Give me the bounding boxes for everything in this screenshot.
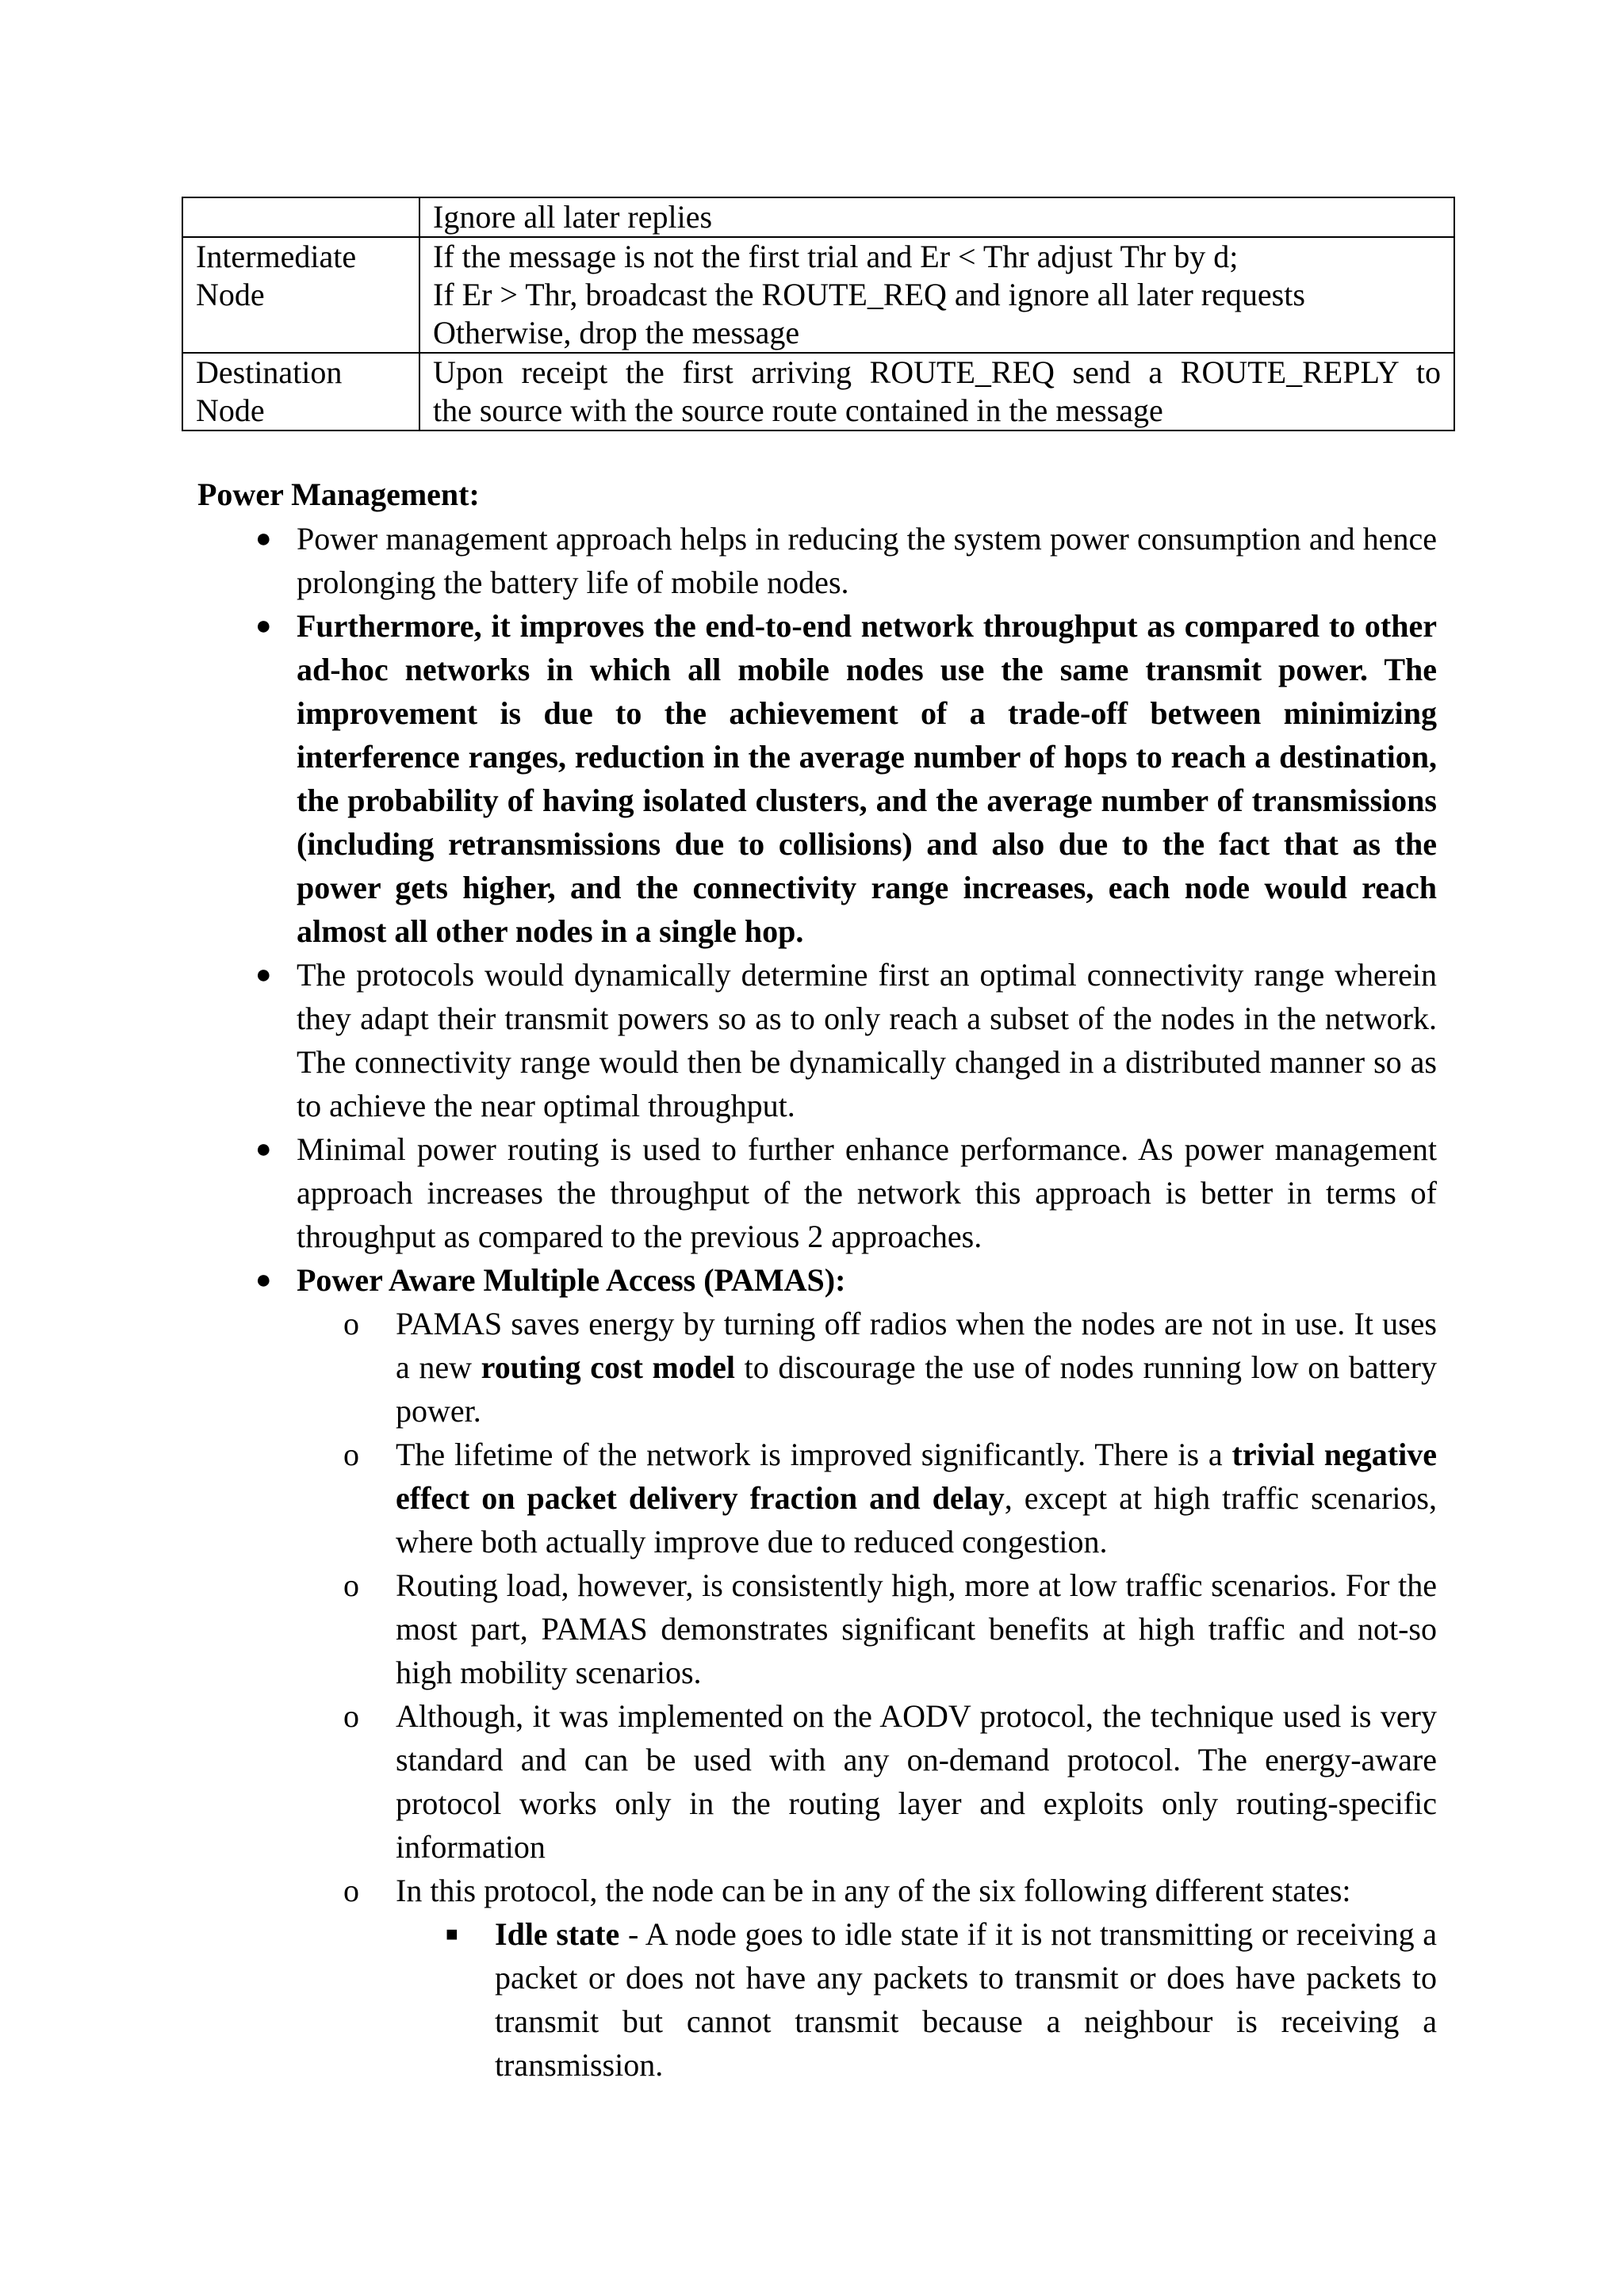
pamas-sublist [297,1302,1437,2087]
bullet-icon: ● [255,611,272,641]
list-item [255,1127,1437,1258]
list-item [255,953,1437,1127]
table-line: Ignore all later replies [433,199,713,235]
sub-list-item [343,1563,1437,1694]
table-line: Upon receipt the first arriving ROUTE_REQ send a ROUTE_REPLY to [433,354,1441,390]
section-heading: Power Management: [197,476,480,512]
bullet-icon: ● [255,1265,272,1295]
node-label: Intermediate [196,239,357,274]
state-item [446,1912,1437,2087]
sub-item-text: to discourage the use of nodes running low on battery power. [396,1349,1437,1429]
circle-marker-icon: o [343,1698,359,1734]
table-cell-node [182,197,419,237]
circle-marker-icon: o [343,1567,359,1603]
table-cell-action [419,353,1454,430]
sub-item-text: The lifetime of the network is improved significantly. There is a [396,1437,1232,1472]
list-item [255,1258,1437,2087]
table-cell-action [419,237,1454,353]
table-cell-node [182,353,419,430]
sub-list-item [343,1433,1437,1563]
table-row [182,237,1454,353]
list-item-text: Furthermore, it improves the end-to-end network throughput as compared to other ad-hoc networks in which all mobile nodes use the same transmit power. The improvement is due to the achievement of a trade-off between minimizing interference ranges, reduction in the average number of hops to reach a destination, the probability of having isolated clusters, and the average number of transmissions (including retransmissions due to collisions) and also due to the fact that as the power gets higher, and the connectivity range increases, each node would reach almost all other nodes in a single hop. [297,608,1437,949]
table-cell-node [182,237,419,353]
sub-list-item [343,1694,1437,1869]
bullet-icon: ● [255,524,272,553]
table-row [182,197,1454,237]
square-marker-icon: ■ [446,1923,458,1946]
sub-list-item [343,1302,1437,1433]
sub-item-text: In this protocol, the node can be in any of the six following different states: [396,1873,1351,1908]
node-behaviour-table [182,197,1455,431]
sub-item-text: Routing load, however, is consistently high, more at low traffic scenarios. For the most part, PAMAS demonstrates significant benefits at high traffic and not-so high mobility scenarios. [396,1567,1437,1690]
sub-item-text: , except at high traffic scenarios, where both actually improve due to reduced congestion. [396,1480,1437,1559]
pamas-heading: Power Aware Multiple Access (PAMAS): [297,1262,846,1298]
sub-list-item [343,1869,1437,2087]
sub-item-text: Although, it was implemented on the AODV protocol, the technique used is very standard and can be used with any on-demand protocol. The energy-aware protocol works only in the routing layer and exploits only routing-specific information [396,1698,1437,1865]
node-label: Node [196,277,265,312]
states-list [396,1912,1437,2087]
node-label: Destination [196,354,343,390]
state-name: Idle state [495,1916,620,1952]
power-management-list [0,517,1624,2087]
bullet-icon: ● [255,960,272,989]
table-cell-action [419,197,1454,237]
sub-item-text: PAMAS saves energy by turning off radios when the nodes are not in use. It uses a new [396,1306,1437,1385]
table-line: If the message is not the first trial and Er < Thr adjust Thr by d; [433,239,1239,274]
state-description: - A node goes to idle state if it is not transmitting or receiving a packet or does not have any packets to transmit or does have packets to transmit but cannot transmit because a neighbour is receiving a transmission. [495,1916,1437,2083]
sub-item-bold-text: routing cost model [481,1349,735,1385]
list-item [255,517,1437,604]
node-label: Node [196,392,265,428]
circle-marker-icon: o [343,1306,359,1341]
table-line: the source with the source route contained in the message [433,392,1163,428]
circle-marker-icon: o [343,1437,359,1472]
list-item [255,604,1437,953]
table-line: Otherwise, drop the message [433,315,800,350]
list-item-text: The protocols would dynamically determine first an optimal connectivity range wherein they adapt their transmit powers so as to only reach a subset of the nodes in the network. The connectivity range would then be dynamically changed in a distributed manner so as to achieve the near optimal throughput. [297,957,1437,1123]
sub-item-bold-text: trivial negative effect on packet delivery fraction and delay [396,1437,1437,1516]
bullet-icon: ● [255,1135,272,1164]
list-item-text: Power management approach helps in reducing the system power consumption and hence prolonging the battery life of mobile nodes. [297,521,1437,600]
circle-marker-icon: o [343,1873,359,1908]
list-item-text: Minimal power routing is used to further enhance performance. As power management approach increases the throughput of the network this approach is better in terms of throughput as compared to the previous 2 approaches. [297,1131,1437,1254]
table-line: If Er > Thr, broadcast the ROUTE_REQ and ignore all later requests [433,277,1305,312]
table-row [182,353,1454,430]
